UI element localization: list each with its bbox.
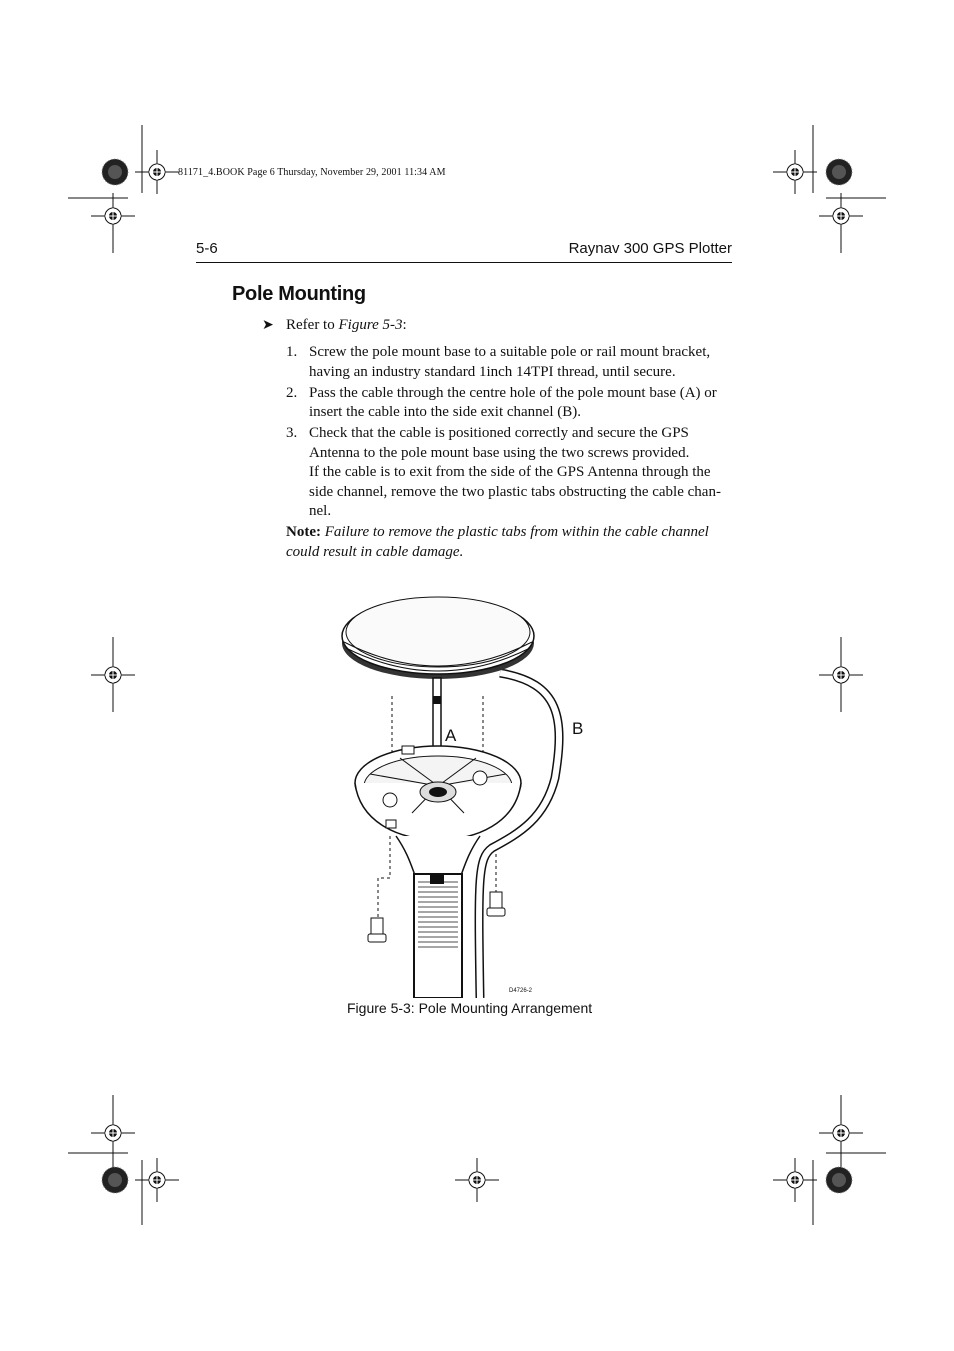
note-text: Failure to remove the plastic tabs from within the cable channel could result in cable damage.	[286, 524, 709, 560]
step-number: 3.	[286, 425, 298, 441]
step-text: Check that the cable is positioned correctly and secure the GPS Antenna to the pole mount base using the two screws provided.	[309, 425, 690, 461]
lead-prefix: Refer to	[286, 317, 339, 333]
step-text: Screw the pole mount base to a suitable pole or rail mount bracket, having an industry standard 1inch 14TPI thread, until secure.	[309, 344, 711, 380]
drawing-code: D4726-2	[509, 988, 533, 994]
note	[286, 523, 736, 562]
header-rule	[196, 262, 732, 263]
figure-caption: Figure 5-3: Pole Mounting Arrangement	[347, 1000, 593, 1016]
step-number: 1.	[286, 344, 298, 360]
arrow-bullet-icon: ➤	[262, 318, 274, 333]
lead-suffix: :	[402, 317, 407, 333]
step-extra-text: If the cable is to exit from the side of the GPS Antenna through the side channel, remove the two plastic tabs obstructing the cable chan-nel.	[309, 464, 721, 519]
book-title: Raynav 300 GPS Plotter	[568, 240, 732, 257]
step-item	[286, 384, 736, 423]
note-label: Note:	[286, 524, 321, 540]
lead-line	[262, 317, 407, 334]
section-heading: Pole Mounting	[232, 283, 366, 305]
step-text: Pass the cable through the centre hole of the pole mount base (A) or insert the cable into the side exit channel (B).	[309, 384, 717, 420]
figure-reference: Figure 5-3	[338, 317, 403, 333]
label-a: A	[445, 726, 457, 745]
pole-mount-illustration	[330, 578, 590, 998]
step-item	[286, 424, 736, 522]
step-item	[286, 343, 736, 382]
label-b: B	[572, 719, 584, 738]
print-slug: 81171_4.BOOK Page 6 Thursday, November 29, 2001 11:34 AM	[178, 167, 446, 178]
step-number: 2.	[286, 384, 298, 401]
steps-list	[286, 343, 736, 523]
page-number: 5-6	[196, 240, 218, 257]
